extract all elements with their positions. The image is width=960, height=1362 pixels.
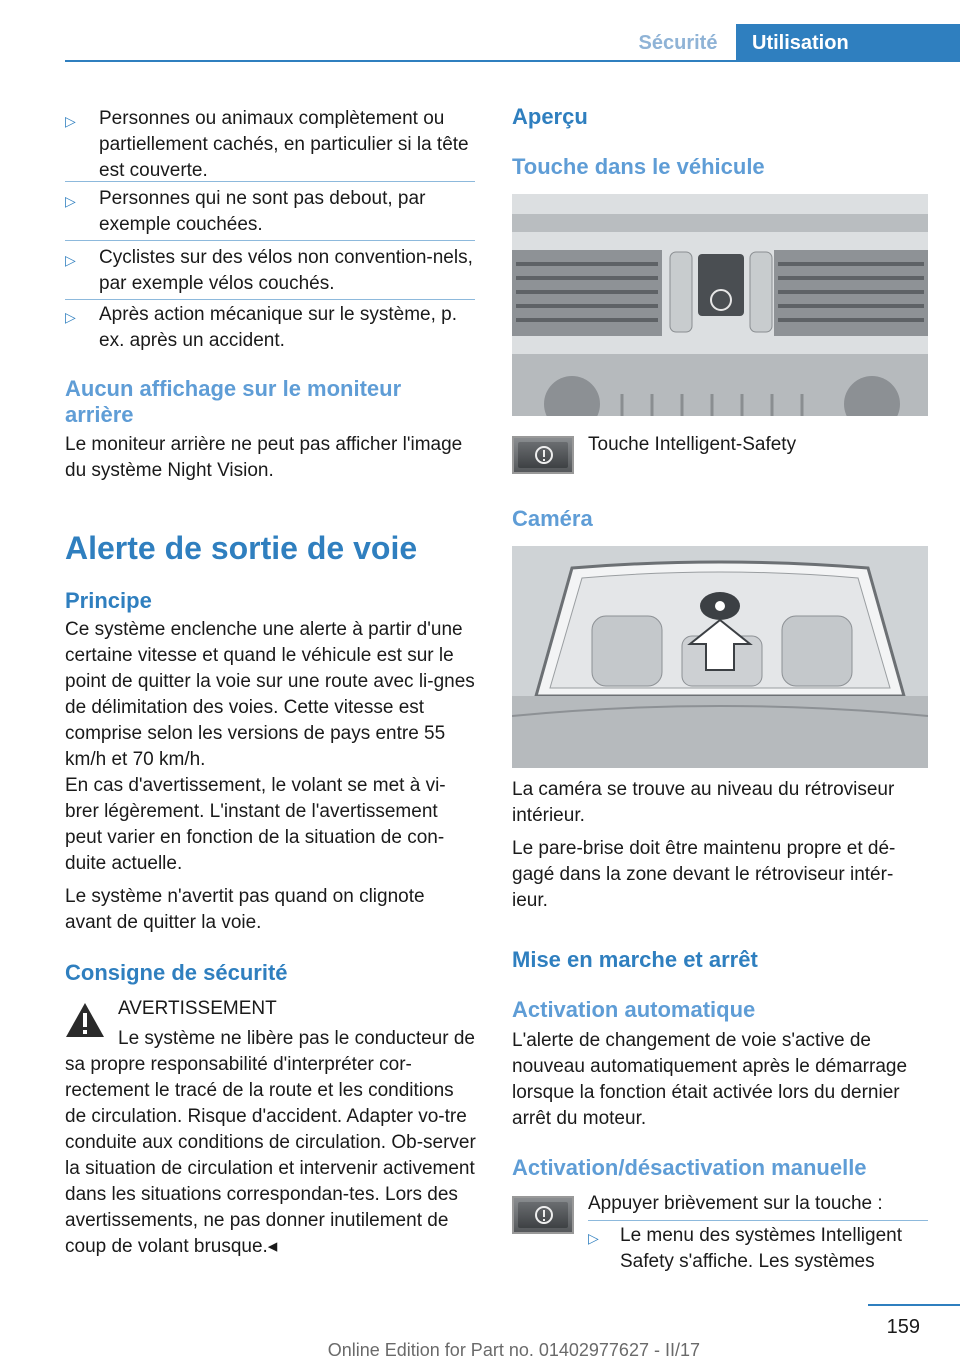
camera-heading: Caméra: [512, 506, 593, 531]
separator: [65, 299, 475, 300]
camera-paragraph-2: Le pare-brise doit être maintenu propre et dé-gagé dans la zone devant le rétroviseur intér-ieur.: [512, 838, 896, 911]
separator: [65, 181, 475, 182]
triangle-bullet-icon: ▷: [588, 1230, 599, 1246]
principle-heading: Principe: [65, 588, 152, 613]
intelligent-safety-button-icon: [512, 436, 574, 474]
principle-paragraph-1: Ce système enclenche une alerte à partir d'une certaine vitesse et quand le véhicule est sur le point de quitter la voie sur une route avec li-gnes de délimitation des voies. Cette vitesse est comprise selon les versions de pays entre 55 km/h et 70 km/h.: [65, 619, 475, 770]
no-display-heading: Aucun affichage sur le moniteur arrière: [65, 376, 402, 427]
dashboard-button-figure: [512, 194, 928, 416]
warning-label: AVERTISSEMENT: [118, 998, 277, 1019]
bullet-item: [65, 302, 475, 354]
page-number: 159: [886, 1316, 920, 1338]
principle-paragraph-3: Le système n'avertit pas quand on clignote avant de quitter la voie.: [65, 886, 425, 933]
intelligent-safety-button-icon: [512, 1196, 574, 1234]
tab-securite: Sécurité: [638, 32, 718, 54]
triangle-bullet-icon: ▷: [65, 193, 76, 209]
bullet-item: [65, 106, 475, 184]
bullet-item: [588, 1223, 928, 1275]
tab-utilisation: Utilisation: [736, 24, 960, 62]
camera-figure: [512, 546, 928, 768]
manual-press-text: Appuyer brièvement sur la touche :: [588, 1193, 883, 1214]
separator: [588, 1220, 928, 1221]
triangle-bullet-icon: ▷: [65, 309, 76, 325]
principle-paragraph-2: En cas d'avertissement, le volant se met à vi-brer légèrement. L'instant de l'avertissement peut varier en fonction de la situation de con-duite actuelle.: [65, 775, 446, 874]
bullet-item: [65, 245, 475, 297]
warning-text: Le système ne libère pas le conducteur de sa propre responsabilité d'interpréter cor-rectement le tracé de la route et les conditions de circulation. Risque d'accident. Adapter vo-tre conduite aux conditions de circulation. Ob-server la situation de circulation et intervenir activement dans les situations correspondan-tes. Lors des avertissements, ne pas donner inutilement de coup de volant brusque.◂: [65, 1028, 476, 1257]
overview-heading: Aperçu: [512, 104, 588, 129]
edition-footer: Online Edition for Part no. 01402977627 - II/17: [327, 1340, 700, 1360]
button-caption: Touche Intelligent-Safety: [588, 434, 797, 455]
section-title: Alerte de sortie de voie: [65, 530, 418, 566]
no-display-text: Le moniteur arrière ne peut pas afficher l'image du système Night Vision.: [65, 434, 463, 481]
bullet-item: [65, 186, 475, 238]
footer-rule: [868, 1304, 960, 1306]
auto-text: L'alerte de changement de voie s'active de nouveau automatiquement après le démarrage lorsque la fonction était activée lors du dernier arrêt du moteur.: [512, 1030, 908, 1129]
onoff-heading: Mise en marche et arrêt: [512, 947, 758, 972]
manual-heading: Activation/désactivation manuelle: [512, 1155, 867, 1180]
safety-heading: Consigne de sécurité: [65, 960, 288, 985]
triangle-bullet-icon: ▷: [65, 113, 76, 129]
header-rule: [65, 60, 960, 62]
bullet-text: Personnes ou animaux complètement ou partiellement cachés, en particulier si la tête est couverte.: [99, 108, 469, 181]
separator: [65, 240, 475, 241]
camera-paragraph-1: La caméra se trouve au niveau du rétroviseur intérieur.: [512, 779, 895, 826]
bullet-text: Cyclistes sur des vélos non convention-nels, par exemple vélos couchés.: [99, 247, 473, 294]
bullet-text: Le menu des systèmes Intelligent Safety s'affiche. Les systèmes: [620, 1225, 902, 1272]
bullet-text: Personnes qui ne sont pas debout, par exemple couchées.: [99, 188, 426, 235]
button-heading: Touche dans le véhicule: [512, 154, 765, 179]
bullet-text: Après action mécanique sur le système, p. ex. après un accident.: [99, 304, 458, 351]
triangle-bullet-icon: ▷: [65, 252, 76, 268]
auto-heading: Activation automatique: [512, 997, 756, 1022]
